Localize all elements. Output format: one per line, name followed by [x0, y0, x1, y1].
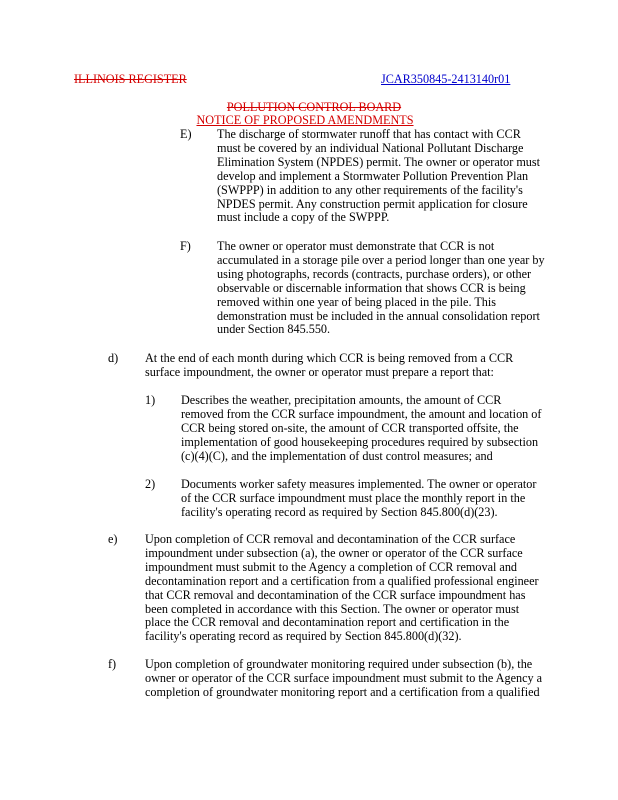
text-line: decontamination report and a certification from a qualified professional engineer — [145, 573, 539, 588]
text-line: that CCR removal and decontamination of the CCR surface impoundment has — [145, 587, 526, 602]
text-line: Documents worker safety measures implemented. The owner or operator — [181, 477, 537, 491]
subsection-f-label: f) — [108, 657, 117, 671]
text-line: facility's operating record as required by Section 845.800(d)(23). — [181, 504, 498, 519]
text-line: impoundment under subsection (a), the owner or operator of the CCR surface — [145, 545, 523, 560]
text-line: must be covered by an individual National Pollutant Discharge — [217, 140, 524, 155]
text-line: been completed in accordance with this Section. The owner or operator must — [145, 601, 520, 616]
subsection-e-label: e) — [108, 532, 118, 546]
register-title: ILLINOIS REGISTER — [74, 72, 187, 86]
item-d1-label: 1) — [145, 393, 156, 407]
item-d2-text — [181, 478, 596, 520]
text-line: (SWPPP) in addition to any other requirements of the facility's — [217, 182, 523, 197]
notice-heading: NOTICE OF PROPOSED AMENDMENTS — [196, 113, 414, 127]
text-line: observable or discernable information that shows CCR is being — [217, 280, 526, 295]
text-line: Elimination System (NPDES) permit. The owner or operator must — [217, 154, 541, 169]
text-line: The discharge of stormwater runoff that has contact with CCR — [217, 127, 521, 141]
subsection-e-text — [145, 533, 605, 644]
text-line: surface impoundment, the owner or operator must prepare a report that: — [145, 364, 494, 379]
text-line: At the end of each month during which CCR is being removed from a CCR — [145, 351, 514, 365]
subsection-f-text — [145, 658, 605, 700]
text-line: CCR being stored on-site, the amount of CCR transported offsite, the — [181, 420, 519, 435]
text-line: removed from the CCR surface impoundment, the amount and location of — [181, 406, 542, 421]
item-f-label: F) — [180, 239, 191, 253]
text-line: under Section 845.550. — [217, 322, 331, 337]
text-line: facility's operating record as required by Section 845.800(d)(32). — [145, 629, 462, 644]
text-line: removed within one year of being placed in the pile. This — [217, 294, 496, 309]
text-line: NPDES permit. Any construction permit application for closure — [217, 196, 528, 211]
jcar-reference: JCAR350845-2413140r01 — [381, 72, 511, 86]
text-line: place the CCR removal and decontamination report and certification in the — [145, 615, 510, 630]
item-e-text — [217, 128, 597, 225]
subsection-d-label: d) — [108, 351, 119, 365]
text-line: impoundment must submit to the Agency a completion of CCR removal and — [145, 559, 518, 574]
text-line: accumulated in a storage pile over a period longer than one year by — [217, 252, 545, 267]
text-line: (c)(4)(C), and the implementation of dust control measures; and — [181, 448, 493, 463]
item-f-text — [217, 240, 597, 337]
text-line: implementation of good housekeeping procedures required by subsection — [181, 434, 539, 449]
text-line: completion of groundwater monitoring report and a certification from a qualified — [145, 684, 540, 699]
text-line: demonstration must be included in the annual consolidation report — [217, 308, 540, 323]
board-name: POLLUTION CONTROL BOARD — [226, 100, 402, 114]
text-line: owner or operator of the CCR surface impoundment must submit to the Agency a — [145, 670, 543, 685]
item-d2-label: 2) — [145, 477, 156, 491]
text-line: develop and implement a Stormwater Pollution Prevention Plan — [217, 168, 529, 183]
text-line: Upon completion of CCR removal and decontamination of the CCR surface — [145, 532, 516, 546]
text-line: The owner or operator must demonstrate that CCR is not — [217, 239, 495, 253]
text-line: using photographs, records (contracts, purchase orders), or other — [217, 266, 532, 281]
text-line: must include a copy of the SWPPP. — [217, 210, 390, 225]
item-e-label: E) — [180, 127, 192, 141]
text-line: of the CCR surface impoundment must place the monthly report in the — [181, 490, 526, 505]
item-d1-text — [181, 394, 596, 464]
text-line: Describes the weather, precipitation amounts, the amount of CCR — [181, 393, 502, 407]
text-line: Upon completion of groundwater monitoring required under subsection (b), the — [145, 657, 533, 671]
subsection-d-text — [145, 352, 595, 380]
